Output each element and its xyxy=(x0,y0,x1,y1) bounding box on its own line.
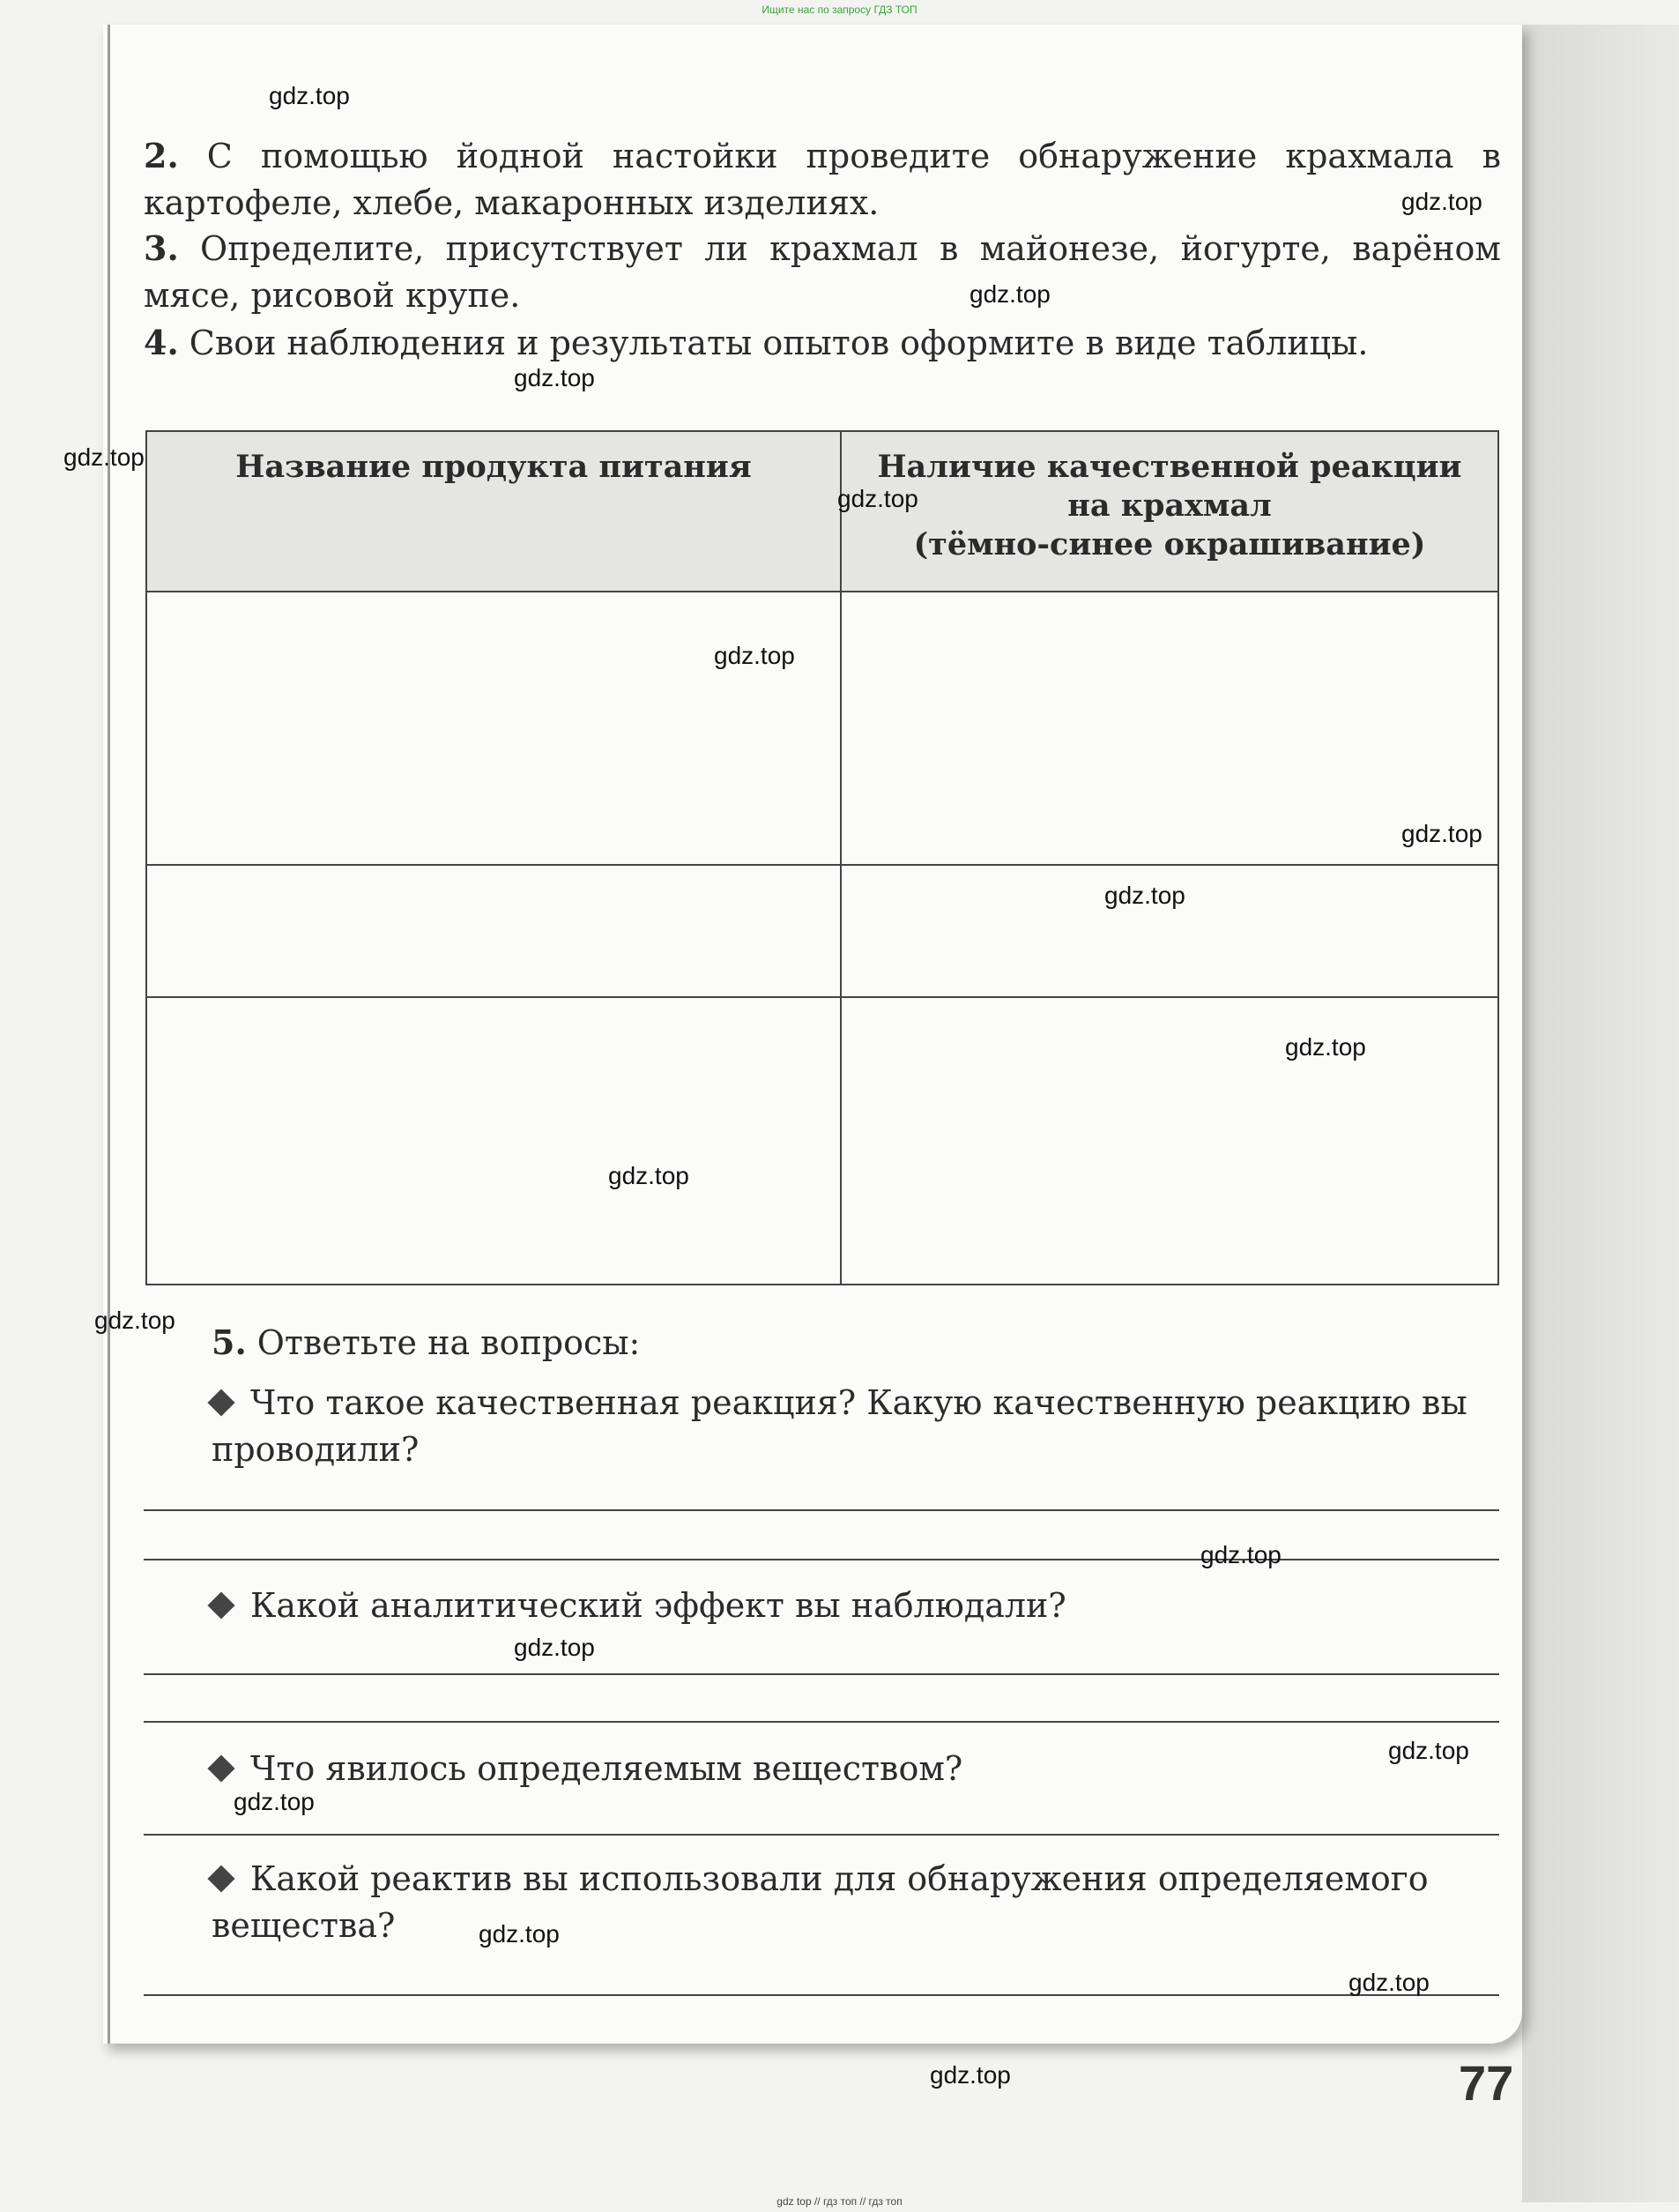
watermark: gdz.top xyxy=(1401,820,1482,847)
question-item: Что явилось определяемым веществом? xyxy=(212,1746,1498,1792)
watermark: gdz.top xyxy=(1388,1737,1469,1764)
watermark: gdz.top xyxy=(1200,1541,1282,1568)
step-2-text: С помощью йодной настойки проведите обнаружение крахмала в картофеле, хлебе, макаронных изделиях. xyxy=(144,137,1501,222)
answer-line[interactable] xyxy=(144,1559,1499,1560)
watermark: gdz.top xyxy=(1285,1033,1366,1061)
answer-line[interactable] xyxy=(144,1721,1499,1723)
answer-line[interactable] xyxy=(144,1673,1499,1675)
watermark: gdz.top xyxy=(970,280,1051,308)
question-item: Какой реактив вы использовали для обнаружения определяемого вещества? xyxy=(212,1856,1498,1949)
col-header-reaction xyxy=(841,431,1498,592)
watermark: gdz.top xyxy=(608,1162,689,1189)
step-4 xyxy=(144,319,1501,367)
step-4-text: Свои наблюдения и результаты опытов оформите в виде таблицы. xyxy=(189,324,1369,362)
watermark: gdz.top xyxy=(714,642,795,669)
question-item: Какой аналитический эффект вы наблюдали? xyxy=(212,1583,1498,1629)
answer-line[interactable] xyxy=(144,1994,1499,1996)
table-cell[interactable] xyxy=(841,592,1498,865)
question-5-heading xyxy=(212,1322,640,1362)
col-header-reaction-line2: на крахмал xyxy=(1067,488,1272,524)
diamond-bullet-icon xyxy=(207,1591,234,1619)
results-table xyxy=(145,430,1499,1285)
diamond-bullet-icon xyxy=(207,1865,234,1892)
header-note: Ищите нас по запросу ГДЗ ТОП xyxy=(761,4,918,16)
table-cell[interactable] xyxy=(146,997,841,1285)
watermark: gdz.top xyxy=(514,364,595,391)
watermark: gdz.top xyxy=(837,485,918,512)
watermark: gdz.top xyxy=(1401,188,1482,215)
question-5-intro: Ответьте на вопросы: xyxy=(256,1323,641,1362)
watermark: gdz.top xyxy=(234,1788,315,1815)
watermark: gdz.top xyxy=(269,82,350,109)
watermark: gdz.top xyxy=(930,2061,1011,2089)
watermark: gdz.top xyxy=(94,1307,175,1334)
col-header-reaction-line1: Наличие качественной реакции xyxy=(877,449,1462,485)
step-4-number: 4. xyxy=(144,323,179,362)
question-item: Что такое качественная реакция? Какую качественную реакцию вы проводили? xyxy=(212,1380,1498,1473)
watermark: gdz.top xyxy=(1348,1969,1430,1996)
watermark: gdz.top xyxy=(479,1920,560,1948)
watermark: gdz.top xyxy=(514,1634,595,1661)
table-cell[interactable] xyxy=(841,997,1498,1285)
page-number: 77 xyxy=(1459,2055,1514,2111)
diamond-bullet-icon xyxy=(207,1389,234,1416)
answer-line[interactable] xyxy=(144,1834,1499,1836)
step-3-text: Определите, присутствует ли крахмал в майонезе, йогурте, варёном мясе, рисовой крупе. xyxy=(144,229,1501,315)
page-shadow-area xyxy=(1522,25,1679,2202)
col-header-reaction-line3: (тёмно-синее окрашивание) xyxy=(913,526,1426,562)
step-3 xyxy=(144,225,1501,319)
answer-line[interactable] xyxy=(144,1509,1499,1511)
page-edge xyxy=(108,25,110,2044)
watermark: gdz.top xyxy=(63,443,145,471)
step-2-number: 2. xyxy=(144,136,179,175)
step-3-number: 3. xyxy=(144,228,179,268)
col-header-product: Название продукта питания xyxy=(146,431,841,592)
step-2 xyxy=(144,132,1501,227)
watermark: gdz.top xyxy=(1104,882,1185,909)
table-cell[interactable] xyxy=(146,865,841,997)
question-5-number: 5. xyxy=(212,1322,247,1362)
table-cell[interactable] xyxy=(146,592,841,865)
footer-note: gdz top // гдз топ // гдз топ xyxy=(776,2195,903,2208)
diamond-bullet-icon xyxy=(207,1754,234,1782)
